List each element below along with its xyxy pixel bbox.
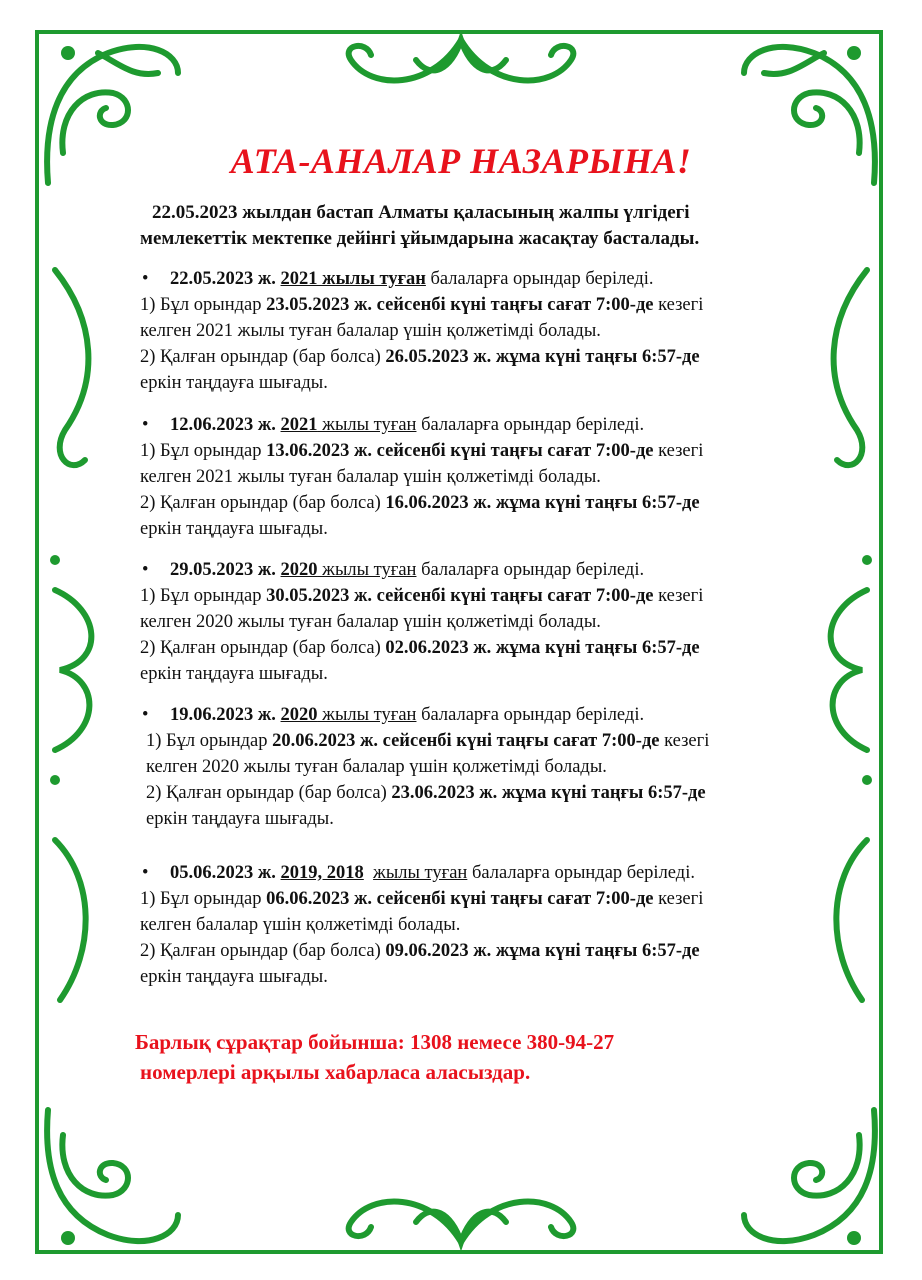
bullet-icon: • [142,415,149,435]
p1-a: 1) Бұл орындар [140,586,267,606]
schedule-section-2 [140,412,830,542]
contact-line-2: номерлері арқылы хабарласа аласыздар. [140,1060,531,1084]
section-year-word: жылы туған [317,560,417,580]
p1-b: 20.06.2023 ж. сейсенбі күні таңғы сағат 7:00-де [272,731,660,751]
section-year-num: 2020 [280,560,318,580]
section-rest: балаларға орындар беріледі. [416,560,645,580]
section-rest: балаларға орындар беріледі. [416,705,645,725]
ornament-bottom-center [311,1180,611,1252]
schedule-section-4 [140,702,830,832]
bullet-icon: • [142,560,149,580]
p1-c: кезегі [659,731,710,751]
p2-c: еркін таңдауға шығады. [140,967,328,987]
ornament-bottom-right [734,1100,884,1255]
p2-c: еркін таңдауға шығады. [146,809,334,829]
section-year-num: 2020 [280,705,318,725]
page-title: АТА-АНАЛАР НАЗАРЫНА! [230,141,692,181]
ornament-bottom-left [38,1100,188,1255]
section-rest: балаларға орындар беріледі. [467,863,695,883]
section-year-num: 2021 [280,415,318,435]
section-date: 22.05.2023 ж. [170,269,276,289]
p2-b: 23.06.2023 ж. жұма күні таңғы 6:57-де [391,783,706,803]
section-year: 2021 жылы туған [280,269,426,289]
schedule-section-5 [140,860,830,990]
p2-a: 2) Қалған орындар (бар болса) [140,638,386,658]
p2-c: еркін таңдауға шығады. [140,519,328,539]
section-year-word: жылы туған [317,415,417,435]
p1-d: келген 2021 жылы туған балалар үшін қолжетімді болады. [140,321,601,341]
p2-a: 2) Қалған орындар (бар болса) [140,493,386,513]
p1-d: келген 2021 жылы туған балалар үшін қолжетімді болады. [140,467,601,487]
p1-a: 1) Бұл орындар [140,295,267,315]
ornament-left-mid [40,260,110,1020]
section-date: 19.06.2023 ж. [170,705,276,725]
bullet-icon: • [142,269,149,289]
bullet-icon: • [142,705,149,725]
section-year-num: 2019, 2018 [280,863,364,883]
schedule-section-3 [140,557,830,687]
p1-b: 23.05.2023 ж. сейсенбі күні таңғы сағат 7:00-де [266,295,654,315]
p1-c: кезегі [653,441,704,461]
p1-c: кезегі [653,295,704,315]
p2-b: 09.06.2023 ж. жұма күні таңғы 6:57-де [385,941,700,961]
p1-d: келген 2020 жылы туған балалар үшін қолжетімді болады. [140,612,601,632]
p1-c: кезегі [653,586,704,606]
p1-d: келген 2020 жылы туған балалар үшін қолжетімді болады. [146,757,607,777]
p1-d: келген балалар үшін қолжетімді болады. [140,915,461,935]
p2-a: 2) Қалған орындар (бар болса) [146,783,392,803]
intro-paragraph [140,200,820,252]
p1-b: 06.06.2023 ж. сейсенбі күні таңғы сағат 7:00-де [266,889,654,909]
p2-b: 26.05.2023 ж. жұма күні таңғы 6:57-де [385,347,700,367]
intro-line-1: 22.05.2023 жылдан бастап Алматы қаласының жалпы үлгідегі [152,202,690,223]
p2-a: 2) Қалған орындар (бар болса) [140,941,386,961]
schedule-section-1 [140,266,830,396]
section-date: 12.06.2023 ж. [170,415,276,435]
bullet-icon: • [142,863,149,883]
p1-b: 13.06.2023 ж. сейсенбі күні таңғы сағат 7:00-де [266,441,654,461]
p1-a: 1) Бұл орындар [140,441,267,461]
p2-c: еркін таңдауға шығады. [140,664,328,684]
section-year-word: жылы туған [373,863,468,883]
section-rest: балаларға орындар беріледі. [425,269,654,289]
ornament-top-center [311,30,611,100]
intro-line-2: мемлекеттік мектепке дейінгі ұйымдарына жасақтау басталады. [140,228,700,249]
section-date: 05.06.2023 ж. [170,863,276,883]
p1-c: кезегі [653,889,704,909]
p1-a: 1) Бұл орындар [146,731,273,751]
p1-a: 1) Бұл орындар [140,889,267,909]
section-date: 29.05.2023 ж. [170,560,276,580]
contact-info [135,1027,835,1087]
p1-b: 30.05.2023 ж. сейсенбі күні таңғы сағат 7:00-де [266,586,654,606]
p2-b: 16.06.2023 ж. жұма күні таңғы 6:57-де [385,493,700,513]
p2-a: 2) Қалған орындар (бар болса) [140,347,386,367]
section-year-word: жылы туған [317,705,417,725]
p2-b: 02.06.2023 ж. жұма күні таңғы 6:57-де [385,638,700,658]
section-rest: балаларға орындар беріледі. [416,415,645,435]
contact-line-1: Барлық сұрақтар бойынша: 1308 немесе 380-94-27 [135,1030,615,1054]
p2-c: еркін таңдауға шығады. [140,373,328,393]
